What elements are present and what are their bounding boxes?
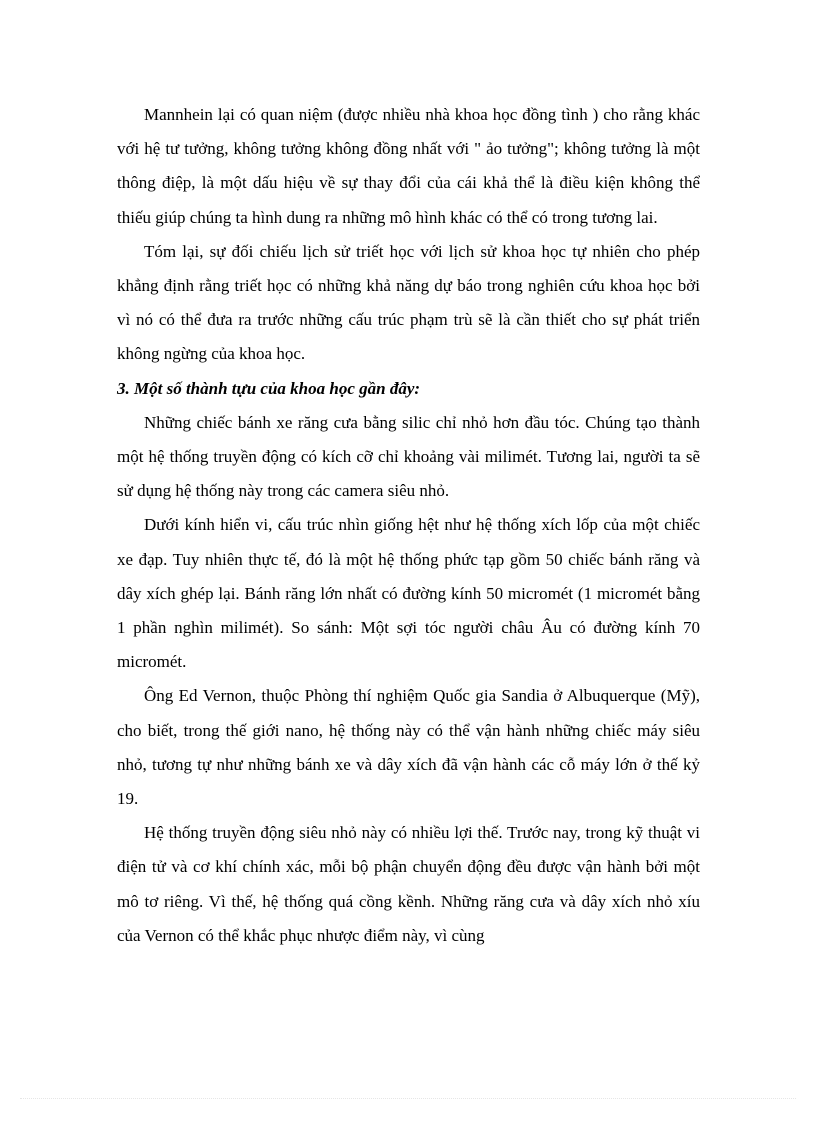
section-heading: 3. Một số thành tựu của khoa học gần đây: [117, 378, 421, 398]
page-bottom-divider [20, 1098, 796, 1099]
paragraph-advantages: Hệ thống truyền động siêu nhỏ này có nhiều lợi thế. Trước nay, trong kỹ thuật vi điện tử và cơ khí chính xác, mỗi bộ phận chuyển động đều được vận hành bởi một mô tơ riêng. Vì thế, hệ thống quá cồng kềnh. Những răng cưa và dây xích nhỏ xíu của Vernon có thể khắc phục nhược điểm này, vì cùng [117, 823, 700, 945]
paragraph-summary: Tóm lại, sự đối chiếu lịch sử triết học với lịch sử khoa học tự nhiên cho phép khẳng định rằng triết học có những khả năng dự báo trong nghiên cứu khoa học bởi vì nó có thể đưa ra trước những cấu trúc phạm trù sẽ là cần thiết cho sự phát triển không ngừng của khoa học. [117, 241, 700, 364]
paragraph-microscope: Dưới kính hiển vi, cấu trúc nhìn giống hệt như hệ thống xích lốp của một chiếc xe đạp. Tuy nhiên thực tế, đó là một hệ thống phức tạp gồm 50 chiếc bánh răng và dây xích ghép lại. Bánh răng lớn nhất có đường kính 50 micromét (1 micromét bằng 1 phần nghìn milimét). So sánh: Một sợi tóc người châu Âu có đường kính 70 micromét. [117, 515, 700, 672]
paragraph-gear-wheels: Những chiếc bánh xe răng cưa bằng silic chỉ nhỏ hơn đầu tóc. Chúng tạo thành một hệ thống truyền động có kích cỡ chỉ khoảng vài milimét. Tương lai, người ta sẽ sử dụng hệ thống này trong các camera siêu nhỏ. [117, 412, 700, 501]
document-body [117, 98, 700, 953]
paragraph-mannhein: Mannhein lại có quan niệm (được nhiều nhà khoa học đồng tình ) cho rằng khác với hệ tư tưởng, không tưởng không đồng nhất với " ảo tưởng"; không tưởng là một thông điệp, là một dấu hiệu về sự thay đổi của cái khả thể là điều kiện không thể thiếu giúp chúng ta hình dung ra những mô hình khác có thể có trong tương lai. [117, 105, 700, 227]
paragraph-ed-vernon: Ông Ed Vernon, thuộc Phòng thí nghiệm Quốc gia Sandia ở Albuquerque (Mỹ), cho biết, trong thế giới nano, hệ thống này có thể vận hành những chiếc máy siêu nhỏ, tương tự như những bánh xe và dây xích đã vận hành các cỗ máy lớn ở thế kỷ 19. [117, 686, 700, 809]
